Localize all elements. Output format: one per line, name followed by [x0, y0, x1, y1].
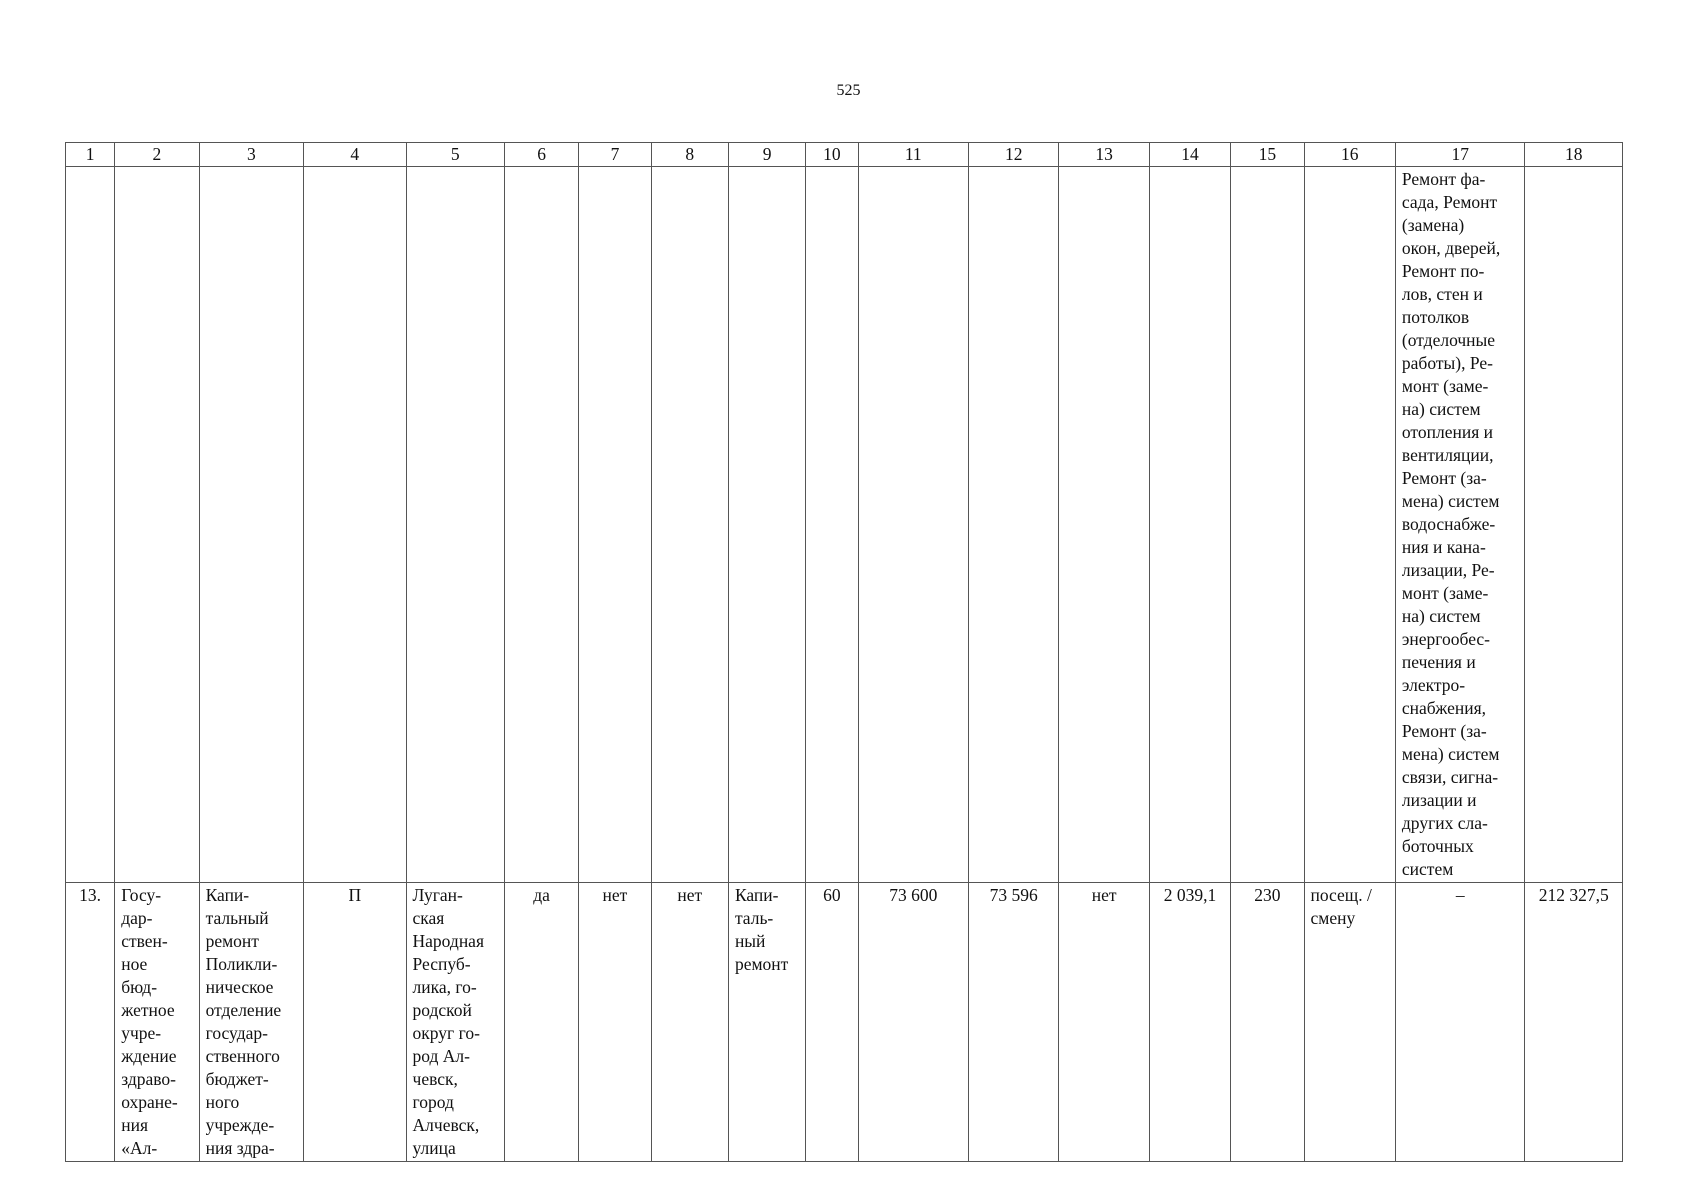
table-cell	[969, 167, 1059, 883]
column-header: 1	[66, 143, 115, 167]
table-cell	[1304, 167, 1395, 883]
table-cell: П	[304, 883, 406, 1162]
table-cell	[115, 167, 199, 883]
column-header: 8	[651, 143, 728, 167]
table-header-row	[66, 143, 1623, 167]
table-cell	[858, 167, 968, 883]
table-cell	[1149, 167, 1230, 883]
table-cell	[66, 167, 115, 883]
table-cell: Капи- тальный ремонт Поликли- ническое отделение государ- ственного бюджет- ного учрежде- ния здра-	[199, 883, 303, 1162]
table-cell-row-number: 13.	[66, 883, 115, 1162]
table-cell: 60	[806, 883, 858, 1162]
table-cell: нет	[651, 883, 728, 1162]
table-cell: нет	[579, 883, 651, 1162]
column-header: 15	[1231, 143, 1304, 167]
table-cell: посещ. / смену	[1304, 883, 1395, 1162]
table-cell	[1231, 167, 1304, 883]
data-table	[65, 142, 1623, 1162]
table-row	[66, 883, 1623, 1162]
table-cell	[579, 167, 651, 883]
column-header: 17	[1395, 143, 1525, 167]
table-cell: 230	[1231, 883, 1304, 1162]
table-cell: Госу- дар- ствен- ное бюд- жетное учре- ждение здраво- охране- ния «Ал-	[115, 883, 199, 1162]
column-header: 2	[115, 143, 199, 167]
column-header: 10	[806, 143, 858, 167]
table-cell	[806, 167, 858, 883]
column-header: 4	[304, 143, 406, 167]
column-header: 16	[1304, 143, 1395, 167]
table-cell: –	[1395, 883, 1525, 1162]
column-header: 11	[858, 143, 968, 167]
column-header: 6	[504, 143, 578, 167]
column-header: 14	[1149, 143, 1230, 167]
column-header: 5	[406, 143, 504, 167]
table-cell-works-list: Ремонт фа- сада, Ремонт (замена) окон, дверей, Ремонт по- лов, стен и потолков (отделочные работы), Ре- монт (заме- на) систем отопления и вентиляции, Ремонт (за- мена) систем водоснабже- ния и кана- лизации, Ре- монт (заме- на) систем энергообес- печения и электро- снабжения, Ремонт (за- мена) систем связи, сигна- лизации и других сла- боточных систем	[1395, 167, 1525, 883]
table-cell: 2 039,1	[1149, 883, 1230, 1162]
table-cell	[504, 167, 578, 883]
table-cell: 212 327,5	[1525, 883, 1623, 1162]
table-cell	[406, 167, 504, 883]
page-number: 525	[836, 82, 861, 99]
table-cell: 73 596	[969, 883, 1059, 1162]
table-cell	[728, 167, 805, 883]
table-cell	[1525, 167, 1623, 883]
table-cell	[1059, 167, 1149, 883]
table-cell: нет	[1059, 883, 1149, 1162]
table-cell: да	[504, 883, 578, 1162]
table-cell	[651, 167, 728, 883]
table-cell	[304, 167, 406, 883]
table-cell: Луган- ская Народная Респуб- лика, го- родской округ го- род Ал- чевск, город Алчевск, улица	[406, 883, 504, 1162]
table-cell: Капи- таль- ный ремонт	[728, 883, 805, 1162]
column-header: 9	[728, 143, 805, 167]
table-cell	[199, 167, 303, 883]
column-header: 12	[969, 143, 1059, 167]
column-header: 13	[1059, 143, 1149, 167]
column-header: 18	[1525, 143, 1623, 167]
column-header: 7	[579, 143, 651, 167]
table-row	[66, 167, 1623, 883]
table-cell: 73 600	[858, 883, 968, 1162]
column-header: 3	[199, 143, 303, 167]
